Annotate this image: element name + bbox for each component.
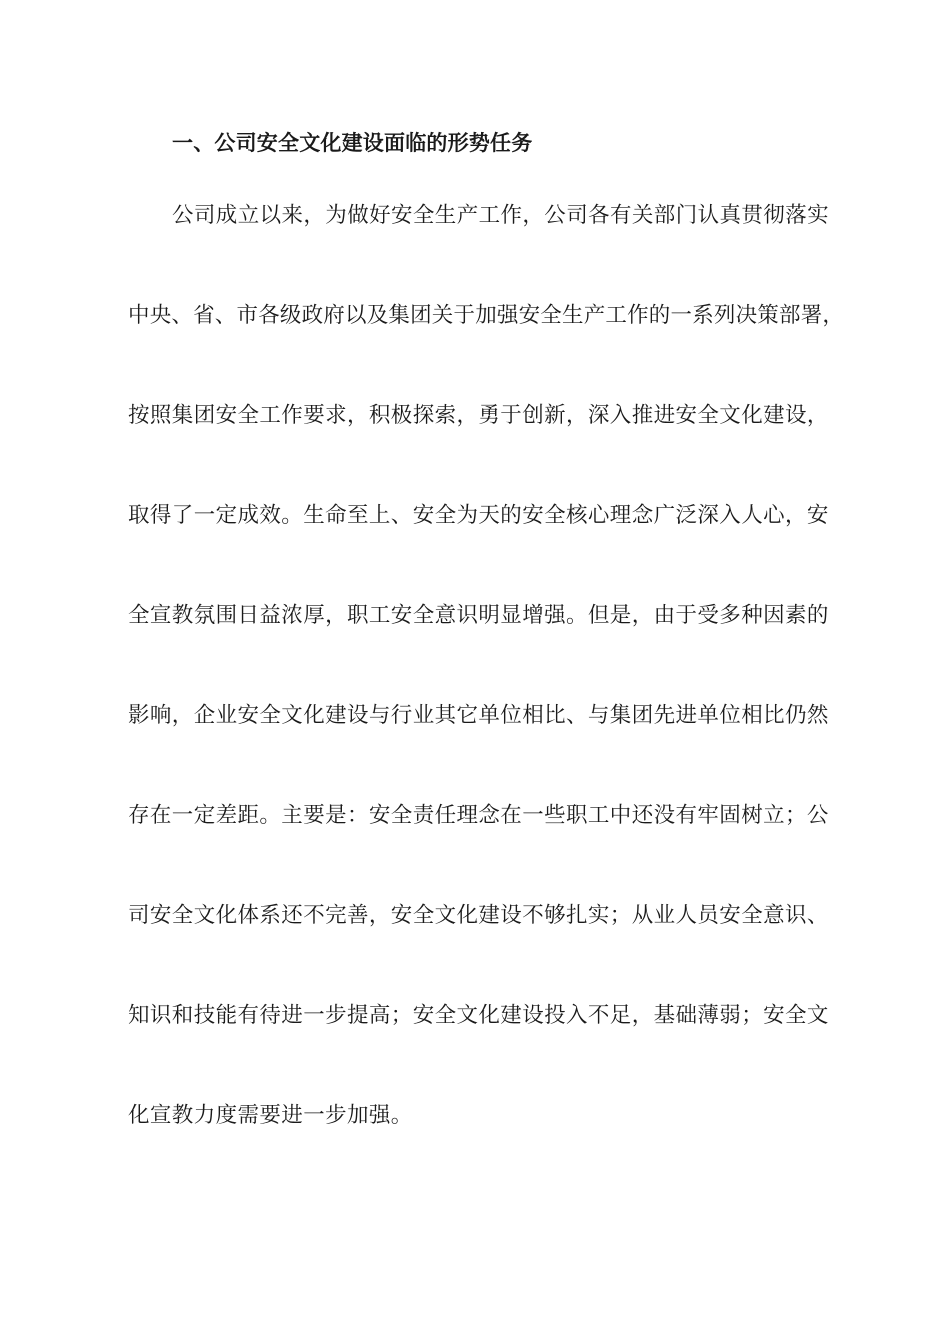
paragraph-line-5: 全宣教氛围日益浓厚，职工安全意识明显增强。但是，由于受多种因素的 (128, 603, 829, 628)
paragraph-line-7: 存在一定差距。主要是：安全责任理念在一些职工中还没有牢固树立；公 (128, 803, 829, 828)
section-heading: 一、公司安全文化建设面临的形势任务 (172, 131, 533, 155)
paragraph-line-1: 公司成立以来，为做好安全生产工作，公司各有关部门认真贯彻落实 (172, 203, 830, 228)
paragraph-line-4: 取得了一定成效。生命至上、安全为天的安全核心理念广泛深入人心，安 (128, 503, 829, 528)
paragraph-line-2: 中央、省、市各级政府以及集团关于加强安全生产工作的一系列决策部署， (128, 303, 845, 328)
paragraph-line-10: 化宣教力度需要进一步加强。 (128, 1103, 413, 1128)
paragraph-line-3: 按照集团安全工作要求，积极探索，勇于创新，深入推进安全文化建设， (128, 403, 829, 428)
paragraph-line-9: 知识和技能有待进一步提高；安全文化建设投入不足，基础薄弱；安全文 (128, 1003, 829, 1028)
paragraph-line-6: 影响，企业安全文化建设与行业其它单位相比、与集团先进单位相比仍然 (128, 703, 829, 728)
paragraph-line-8: 司安全文化体系还不完善，安全文化建设不够扎实；从业人员安全意识、 (128, 903, 829, 928)
